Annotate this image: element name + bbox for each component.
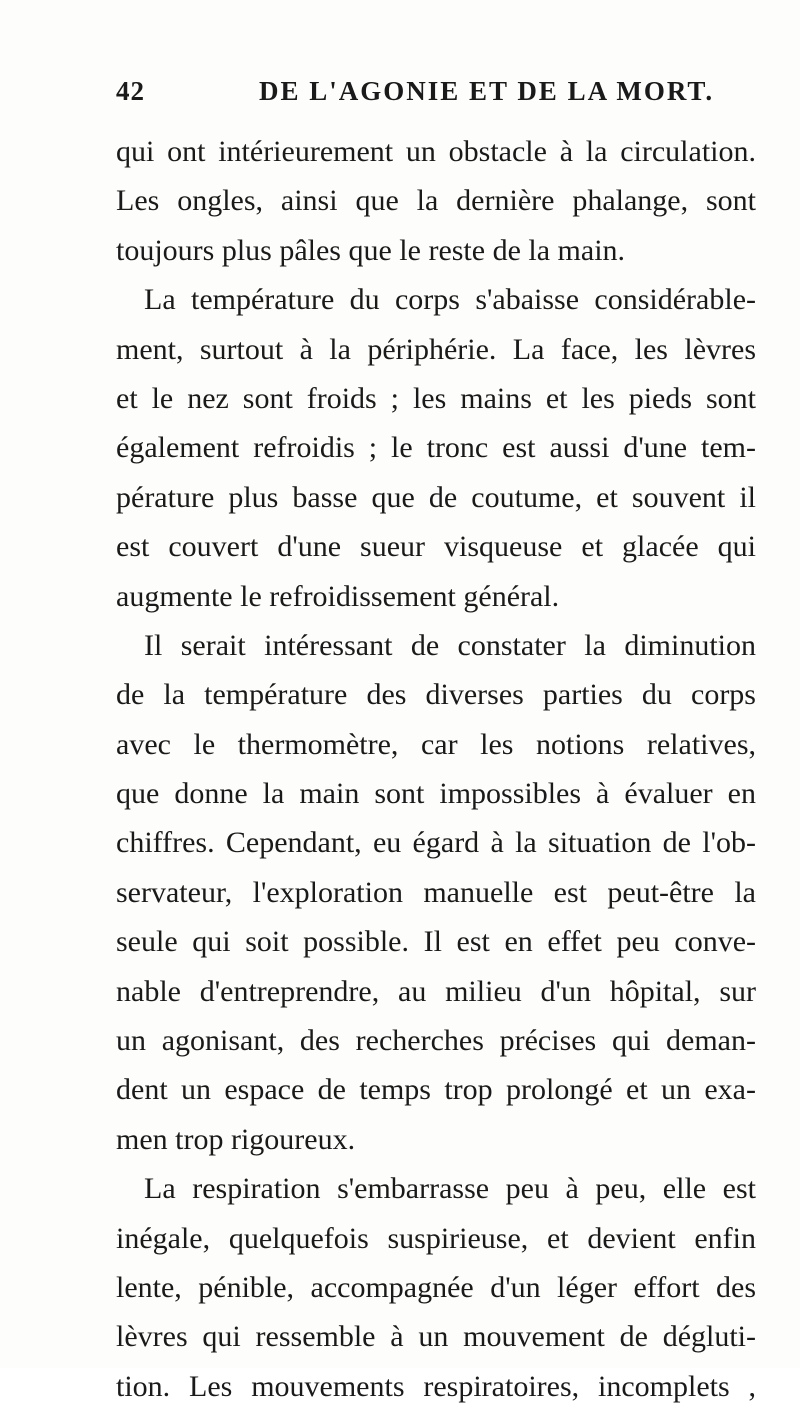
text-line: seule qui soit possible. Il est en effet peu conve- xyxy=(116,925,756,959)
text-line: pérature plus basse que de coutume, et souvent il xyxy=(116,480,756,514)
text-line: Les ongles, ainsi que la dernière phalange, sont xyxy=(116,184,756,218)
text-line: augmente le refroidissement général. xyxy=(116,579,560,613)
text-line: est couvert d'une sueur visqueuse et glacée qui xyxy=(116,530,756,564)
body-text xyxy=(116,127,756,1411)
text-line: lèvres qui ressemble à un mouvement de dégluti- xyxy=(116,1320,756,1354)
text-line: dent un espace de temps trop prolongé et un exa- xyxy=(116,1073,756,1107)
text-line: que donne la main sont impossibles à évaluer en xyxy=(116,777,756,811)
text-line: Il serait intéressant de constater la diminution xyxy=(144,628,756,662)
text-line: servateur, l'exploration manuelle est peut-être la xyxy=(116,875,756,909)
text-line: un agonisant, des recherches précises qui deman- xyxy=(116,1024,756,1058)
text-line: inégale, quelquefois suspirieuse, et devient enfin xyxy=(116,1221,756,1255)
text-line: tion. Les mouvements respiratoires, incomplets , xyxy=(116,1369,756,1403)
text-line: également refroidis ; le tronc est aussi d'une tem- xyxy=(116,431,756,465)
running-head xyxy=(116,76,756,116)
text-line: La température du corps s'abaisse considérable- xyxy=(144,283,756,317)
text-line: nable d'entreprendre, au milieu d'un hôpital, sur xyxy=(116,974,756,1008)
text-line: men trop rigoureux. xyxy=(116,1122,356,1156)
text-line: qui ont intérieurement un obstacle à la circulation. xyxy=(116,135,756,168)
text-line: de la température des diverses parties du corps xyxy=(116,678,756,712)
text-line: ment, surtout à la périphérie. La face, les lèvres xyxy=(116,332,756,366)
text-line: lente, pénible, accompagnée d'un léger effort des xyxy=(116,1270,756,1304)
text-line: toujours plus pâles que le reste de la main. xyxy=(116,233,626,267)
text-line: avec le thermomètre, car les notions relatives, xyxy=(116,727,756,761)
text-line: La respiration s'embarrasse peu à peu, elle est xyxy=(144,1172,756,1206)
text-line: et le nez sont froids ; les mains et les pieds sont xyxy=(116,381,756,415)
text-line: chiffres. Cependant, eu égard à la situation de l'ob- xyxy=(116,826,756,860)
page-number: 42 xyxy=(116,76,145,106)
running-title: DE L'AGONIE ET DE LA MORT. xyxy=(259,76,715,106)
